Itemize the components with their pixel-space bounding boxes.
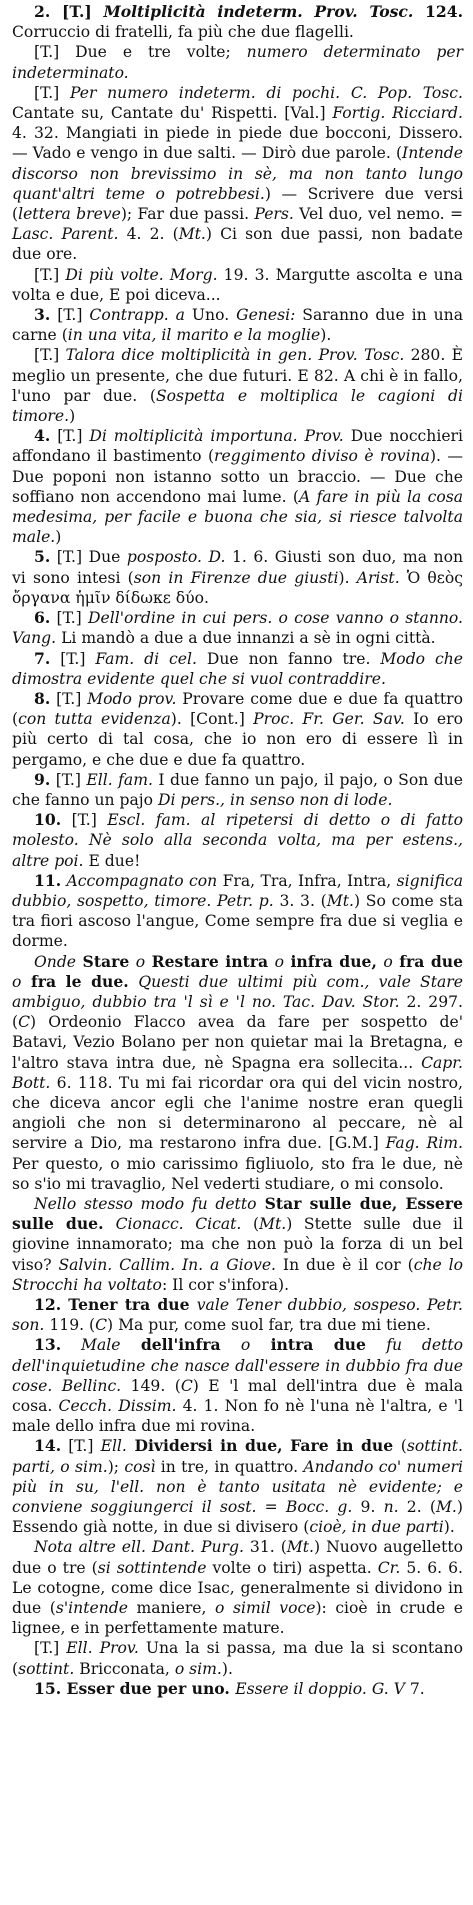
- text-run: Fra, Tra, Infra, Intra,: [217, 871, 397, 890]
- text-run: 10.: [34, 810, 62, 830]
- text-run: dell'infra: [120, 1335, 241, 1355]
- text-run: ). [Cont.]: [170, 710, 254, 729]
- dictionary-entry-paragraph: [12, 1194, 463, 1295]
- text-run: intra due: [250, 1335, 387, 1355]
- text-run: Modo prov.: [87, 689, 177, 708]
- dictionary-entry-paragraph: [12, 1295, 463, 1335]
- text-run: Lasc. Parent.: [12, 225, 119, 244]
- dictionary-entry-paragraph: [12, 42, 463, 82]
- text-run: [T.]: [50, 770, 87, 789]
- text-run: Cecch. Dissim.: [58, 1397, 177, 1416]
- text-run: Nota altre ell. Dant. Purg.: [34, 1538, 244, 1557]
- text-run: 119. (: [44, 1316, 96, 1335]
- text-run: Modo che dimostra evidente quel che si vuol contraddire.: [12, 649, 464, 688]
- text-run: 4.: [34, 426, 51, 446]
- text-run: son in Firenze due giusti: [133, 568, 339, 587]
- text-run: Pers.: [254, 205, 294, 224]
- text-run: Vel duo, vel nemo. =: [293, 205, 464, 224]
- text-run: ) Ci son due passi, non badate due ore.: [12, 225, 464, 264]
- dictionary-entry-paragraph: [12, 305, 463, 345]
- text-run: [T.] Due: [50, 548, 127, 567]
- text-run: Una la si passa, ma due la si scontano (: [12, 1639, 463, 1678]
- text-run: Ὁ θεὸς ὄργανα ἡμῖν δίδωκε δύο.: [12, 568, 464, 607]
- text-run: [T.]: [50, 427, 90, 446]
- dictionary-entry-paragraph: [12, 265, 463, 305]
- text-run: 12. Tener tra due: [34, 1295, 197, 1314]
- text-run: 3. 3. (: [273, 891, 327, 910]
- text-run: Contrapp. a: [89, 306, 185, 325]
- text-run: Due nocchieri affondano il bastimento (: [12, 427, 463, 466]
- text-run: fu detto dell'inquietudine che nasce dall'essere in dubbio fra due cose. Bellinc.: [12, 1336, 464, 1395]
- text-run: sottint.: [18, 1659, 75, 1678]
- text-run: );: [107, 1457, 125, 1476]
- dictionary-entry-paragraph: [12, 1537, 463, 1638]
- dictionary-entry-paragraph: [12, 1638, 463, 1678]
- text-run: C: [18, 1013, 31, 1032]
- text-run: Male: [61, 1336, 121, 1355]
- text-run: [T.]: [50, 649, 96, 668]
- text-run: Questi due ultimi più com., vale Stare ambiguo, dubbio tra 'l sì e 'l no. Tac. Dav. Stor.: [12, 972, 463, 1011]
- text-run: 124.: [413, 2, 463, 21]
- text-run: Essere il doppio. G. V: [235, 1679, 405, 1698]
- text-run: 5. 6. 6. Le cotogne, come dice Isac, generalmente si dividono in due (: [12, 1558, 464, 1618]
- text-run: 280. È meglio un presente, che due futuri. E 82. A chi è in fallo, l'uno par due. (: [12, 346, 463, 405]
- text-run: fra le due.: [21, 971, 139, 991]
- text-run: 2. (: [398, 1498, 436, 1517]
- text-run: Per questo, o mio carissimo figliuolo, sto fra le due, nè so s'io mi travaglio, Nel vederti studiare, o mi consolo.: [12, 1154, 463, 1193]
- text-run: ) Nuovo augelletto due o tre (: [12, 1538, 464, 1577]
- text-run: Proc. Fr. Ger. Sav.: [253, 710, 405, 729]
- text-run: 9.: [34, 769, 51, 789]
- text-run: ).: [320, 326, 332, 345]
- text-run: E due!: [83, 851, 141, 870]
- text-run: : Il cor s'infora).: [161, 1275, 290, 1294]
- text-run: ): [55, 528, 62, 547]
- text-run: ) — Scrivere due versi (: [12, 184, 463, 224]
- text-run: Fortig. Ricciard.: [332, 104, 463, 123]
- text-run: o sim.: [174, 1659, 222, 1678]
- text-run: Per numero indeterm. di pochi. C. Pop. Tosc.: [69, 83, 463, 102]
- text-run: 4. 1. Non fo nè l'una nè l'altra, e 'l male dello infra due mi rovina.: [12, 1397, 463, 1436]
- text-run: C: [180, 1376, 193, 1395]
- text-run: in una vita, il marito e la moglie: [67, 326, 321, 345]
- text-run: (: [241, 1215, 260, 1234]
- text-run: ) Ma pur, come suol far, tra due mi tiene.: [107, 1316, 431, 1335]
- text-run: o: [12, 972, 22, 991]
- text-run: Provare come due e due fa quattro (: [12, 689, 463, 729]
- text-run: Mt.: [286, 1538, 314, 1557]
- text-run: Cr.: [377, 1558, 401, 1577]
- text-run: cioè, in due parti: [309, 1518, 444, 1537]
- text-run: Due non fanno tre.: [196, 649, 381, 668]
- dictionary-entry-paragraph: [12, 649, 463, 689]
- text-run: volte o tiri) aspetta.: [206, 1558, 378, 1577]
- text-run: 5.: [34, 547, 51, 567]
- text-run: [T.]: [61, 1437, 101, 1456]
- text-run: [T.]: [34, 83, 70, 102]
- text-run: vale Tener dubbio, sospeso. Petr. son.: [12, 1296, 463, 1335]
- dictionary-entry-paragraph: [12, 1436, 463, 1537]
- text-run: Onde: [34, 952, 77, 971]
- text-run: Restare intra: [145, 951, 275, 971]
- text-run: ) Ordeonio Flacco avea da fare per sospetto de' Batavi, Vezio Bolano per non quietar mai la Bretagna, e l'altro stava intra due, nè Spagna era sollecita...: [12, 1013, 463, 1072]
- text-run: ): cioè in crude e lignee, e in perfettamente mature.: [12, 1599, 463, 1638]
- text-run: o simil voce: [215, 1599, 316, 1618]
- text-run: in tre, in quattro.: [155, 1457, 304, 1476]
- text-run: ) E 'l mal dell'intra due è mala cosa.: [12, 1376, 464, 1416]
- text-run: fra due: [392, 951, 463, 971]
- dictionary-entry-paragraph: [12, 1335, 463, 1436]
- text-run: o: [383, 952, 393, 971]
- dictionary-entry-paragraph: [12, 871, 463, 952]
- text-run: 4. 2. (: [118, 225, 179, 244]
- dictionary-entry-paragraph: [12, 345, 463, 426]
- text-run: [T.]: [34, 1639, 67, 1658]
- text-run: Uno.: [184, 306, 237, 325]
- text-run: Star sulle due, Essere sulle due.: [12, 1193, 463, 1234]
- text-run: che lo Strocchi ha voltato: [12, 1255, 464, 1294]
- text-run: 11.: [34, 870, 62, 890]
- text-run: 4. 32. Mangiati in piede in piede due bocconi, Dissero. — Vado e vengo in due salti. — Dirò due parole. (: [12, 124, 463, 163]
- text-run: Mt.: [259, 1215, 287, 1234]
- text-run: 6.: [34, 608, 51, 628]
- dictionary-entry-paragraph: [12, 83, 463, 265]
- text-run: [T.]: [61, 811, 108, 830]
- text-run: ) Essendo già notte, in due si divisero (: [12, 1498, 463, 1537]
- text-run: reggimento diviso è rovina: [214, 447, 430, 466]
- text-run: Mt.: [326, 891, 354, 910]
- text-run: Genesi:: [236, 306, 296, 325]
- text-run: Nello stesso modo fu detto: [34, 1194, 257, 1213]
- text-run: lettera breve: [18, 205, 121, 224]
- text-run: Intende discorso non brevissimo in sè, ma non tanto lungo quant'altri teme o potrebbesi.: [12, 144, 463, 203]
- text-run: Escl. fam. al ripetersi di detto o di fatto molesto. Nè solo alla seconda volta, ma per estens., altre poi.: [12, 811, 463, 870]
- text-run: Dividersi in due, Fare in due: [126, 1436, 401, 1456]
- text-run: ). — Due poponi non istanno sotto un braccio. — Due che soffiano non accendono mai lume. (: [12, 447, 463, 506]
- text-run: 3.: [34, 305, 51, 325]
- text-run: Sospetta e moltiplica le cagioni di timore.: [12, 386, 463, 426]
- text-run: ).: [443, 1518, 455, 1537]
- dictionary-entry-paragraph: [12, 2, 463, 42]
- text-run: numero determinato per indeterminato.: [12, 43, 464, 82]
- text-run: [T.]: [34, 346, 66, 365]
- text-run: Capr. Bott.: [12, 1053, 463, 1092]
- text-run: maniere,: [127, 1599, 216, 1618]
- text-run: I due fanno un pajo, il pajo, o Son due che fanno un pajo: [12, 770, 463, 809]
- text-run: o: [240, 1336, 251, 1355]
- text-run: [T.]: [50, 609, 89, 628]
- text-run: Di pers., in senso non di lode.: [157, 790, 393, 809]
- text-run: Fam. di cel.: [95, 649, 197, 668]
- dictionary-entry-paragraph: [12, 608, 463, 648]
- text-run: Stare: [76, 951, 136, 971]
- text-run: s'intende: [55, 1599, 128, 1618]
- text-run: Cionacc. Cicat.: [115, 1215, 242, 1234]
- text-run: Fag. Rim.: [385, 1134, 463, 1153]
- text-run: si sottintende: [97, 1558, 207, 1577]
- text-run: 19. 3. Margutte ascolta e una volta e due, E poi diceva...: [12, 265, 463, 304]
- text-run: Talora dice moltiplicità in gen. Prov. Tosc.: [65, 346, 405, 365]
- text-run: 7.: [34, 648, 51, 668]
- text-run: [T.]: [34, 265, 66, 284]
- text-run: ); Far due passi.: [120, 205, 255, 224]
- text-run: M.: [435, 1498, 457, 1517]
- text-run: o: [274, 952, 284, 971]
- text-run: 14.: [34, 1436, 62, 1456]
- text-run: 1. 6. Giusti son duo, ma non vi sono intesi (: [12, 548, 463, 587]
- text-run: ) So come sta tra fiori ascoso l'angue, Come sempre fra due si veglia e dorme.: [12, 891, 463, 951]
- text-run: 2. [T.]: [34, 2, 104, 21]
- text-run: Andando co' numeri più in su, l'ell. non è tanto usitata nè evidente; e conviene soggiungerci il sost. = Bocc. g.: [12, 1457, 463, 1517]
- text-run: 13.: [34, 1335, 62, 1355]
- text-run: [T.] Due e tre volte;: [34, 43, 247, 62]
- text-run: Li mandò a due a due innanzi a sè in ogni città.: [56, 629, 436, 648]
- dictionary-entry-paragraph: [12, 1679, 463, 1699]
- text-run: 31. (: [243, 1538, 287, 1557]
- text-run: Ell. Prov.: [66, 1639, 139, 1658]
- text-run: 149. (: [121, 1376, 181, 1395]
- text-run: o: [135, 952, 146, 971]
- text-run: Arist.: [356, 568, 400, 587]
- text-run: [T.]: [50, 689, 88, 708]
- dictionary-entry-paragraph: [12, 426, 463, 547]
- dictionary-entry-paragraph: [12, 770, 463, 810]
- text-run: Di moltiplicità importuna. Prov.: [89, 427, 344, 446]
- text-run: significa dubbio, sospetto, timore. Petr. p.: [12, 871, 464, 910]
- text-run: con tutta evidenza: [18, 710, 171, 729]
- text-run: Bricconata,: [74, 1659, 175, 1678]
- text-run: 15. Esser due per uno.: [34, 1678, 236, 1698]
- text-run: Accompagnato con: [61, 871, 218, 890]
- text-run: ).: [221, 1659, 233, 1678]
- text-run: (: [400, 1437, 407, 1456]
- dictionary-entry-paragraph: [12, 689, 463, 770]
- text-run: 8.: [34, 688, 51, 708]
- text-run: Salvin. Callim. In. a Giove.: [58, 1255, 277, 1274]
- text-run: [T.]: [50, 306, 90, 325]
- text-run: Cantate su, Cantate du' Rispetti. [Val.]: [12, 104, 333, 123]
- text-run: ): [69, 407, 76, 426]
- text-run: Ell. fam.: [86, 770, 153, 789]
- dictionary-entry-paragraph: [12, 810, 463, 871]
- text-run: 9.: [352, 1498, 384, 1517]
- text-run: Saranno due in una carne (: [12, 306, 463, 345]
- text-run: 6. 118. Tu mi fai ricordar ora qui del vicin nostro, che diceva ancor egli che l'anime nostre eran quegli angioli che non si determinarono al peccare, nè al servire a Dio, ma restarono infra due. [G.M.]: [12, 1073, 463, 1153]
- text-run: A fare in più la cosa medesima, per facile e buona che sia, si riesce talvolta male.: [12, 487, 464, 547]
- text-run: 7.: [404, 1679, 425, 1698]
- dictionary-entry-paragraph: [12, 547, 463, 608]
- text-run: posposto. D.: [126, 548, 226, 567]
- text-run: Corruccio di fratelli, fa più che due flagelli.: [12, 23, 354, 42]
- text-run: Dell'ordine in cui pers. o cose vanno o stanno. Vang.: [12, 609, 463, 648]
- text-run: 2. 297. (: [12, 992, 463, 1032]
- text-run: C: [95, 1316, 108, 1335]
- text-run: Di più volte. Morg.: [65, 265, 218, 284]
- text-run: Moltiplicità indeterm. Prov. Tosc.: [103, 2, 414, 21]
- text-run: ).: [338, 568, 357, 587]
- text-run: infra due,: [283, 951, 384, 971]
- dictionary-entry-paragraph: [12, 952, 463, 1194]
- text-run: n.: [383, 1498, 399, 1517]
- text-run: Ell.: [100, 1437, 127, 1456]
- text-run: In due è il cor (: [276, 1255, 414, 1274]
- text-run: Io ero più certo di tal cosa, che io non ero di essere lì in pergamo, e che due e due fa quattro.: [12, 710, 463, 769]
- text-run: ) Stette sulle due il giovine innamorato; ma che non può la forza di un bel viso?: [12, 1215, 463, 1274]
- text-run: sottint. parti, o sim.: [12, 1437, 463, 1476]
- text-run: così: [124, 1457, 156, 1476]
- text-run: Mt.: [178, 225, 206, 244]
